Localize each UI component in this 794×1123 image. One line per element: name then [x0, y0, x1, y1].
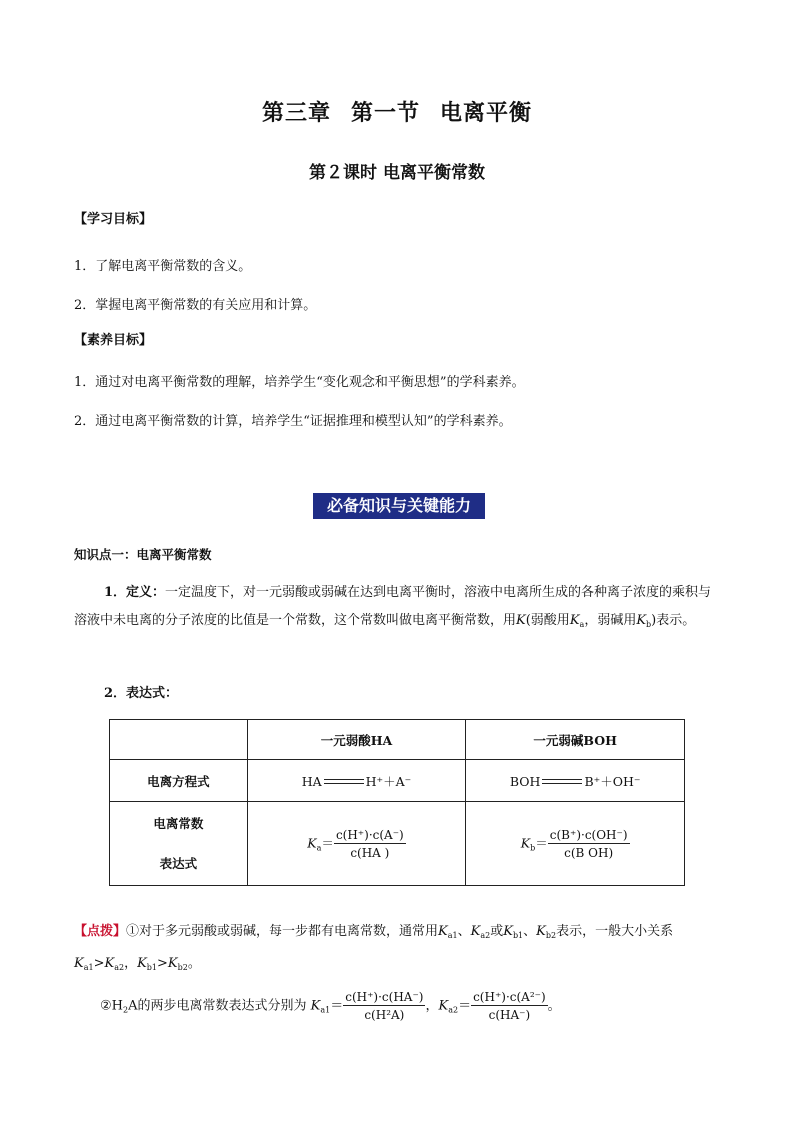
- k-symbol: K: [74, 956, 84, 971]
- k-symbol: K: [167, 956, 178, 971]
- k-symbol: K: [438, 924, 448, 939]
- acid-reactant: HA: [301, 773, 322, 789]
- section-banner: 必备知识与关键能力: [313, 493, 485, 519]
- definition-text: 一定温度下，对一元弱酸或弱碱在达到电离平衡时，溶液中电离所生成的各种离子浓度的乘积与溶液中未电离的分子浓度的比值是一个常数，这个常数叫做电离平衡常数，用: [74, 585, 712, 628]
- literacy-goal-item: 2．通过电离平衡常数的计算，培养学生“证据推理和模型认知”的学科素养。: [74, 414, 512, 429]
- definition-paragraph: [74, 579, 724, 639]
- ka2-subscript: a2: [480, 931, 491, 940]
- ka-subscript: a: [316, 843, 322, 852]
- kb2-subscript: b2: [177, 963, 188, 972]
- ka1-subscript: a1: [320, 1005, 331, 1015]
- tip-text: ①对于多元弱酸或弱碱，每一步都有电离常数，通常用: [126, 924, 439, 939]
- literacy-goal-item: 1．通过对电离平衡常数的理解，培养学生“变化观念和平衡思想”的学科素养。: [74, 375, 525, 390]
- equilibrium-arrow-icon: [324, 779, 364, 785]
- k-symbol: K: [470, 924, 481, 939]
- constant-row-label-line1: 电离常数: [153, 815, 204, 831]
- period: 。: [187, 956, 201, 971]
- ka2-fraction: [471, 990, 548, 1022]
- knowledge-point-heading: 知识点一：电离平衡常数: [74, 547, 212, 562]
- comma: ，: [124, 956, 138, 971]
- title-topic: 电离平衡: [440, 100, 533, 126]
- base-numerator: c(B⁺)·c(OH⁻): [549, 827, 628, 842]
- equilibrium-arrow-icon: [542, 779, 582, 785]
- k-symbol: K: [438, 998, 449, 1014]
- expression-table: [109, 719, 685, 886]
- expression-heading: 2．表达式：: [104, 686, 179, 701]
- equals: ＝: [330, 998, 344, 1014]
- h2a-text: ②H: [100, 998, 123, 1014]
- table-corner-cell: [110, 720, 248, 760]
- h2a-constants-line: [100, 990, 561, 1022]
- separator: 、: [523, 924, 537, 939]
- tip-label: 【点拨】: [74, 924, 127, 939]
- base-ionization-equation: [466, 760, 685, 802]
- greater-than: >: [93, 956, 105, 971]
- base-fraction: [548, 828, 630, 860]
- base-constant-expression: $K_b=$ $\frac{c(B^+)\cdot c(OH^-)}{\text{c(B OH)}}$: [466, 802, 685, 886]
- definition-text-2: (弱酸用: [525, 613, 570, 628]
- ka2-numerator: c(H⁺)·c(A²⁻): [473, 990, 546, 1004]
- title-chapter: 第三章: [261, 100, 331, 126]
- or-text: 或: [490, 924, 504, 939]
- ka1-numerator: c(H⁺)·c(HA⁻): [345, 990, 424, 1004]
- definition-text-3: ，弱碱用: [584, 613, 637, 628]
- learning-goals-heading: 【学习目标】: [74, 212, 153, 227]
- equals: ＝: [458, 998, 472, 1014]
- acid-denominator: c(HA ): [350, 845, 390, 860]
- acid-ionization-equation: [247, 760, 466, 802]
- ka-symbol: K: [307, 835, 317, 850]
- tip-paragraph: [74, 918, 724, 982]
- page-title: [0, 96, 794, 127]
- greater-than: >: [157, 956, 168, 971]
- ka1-denominator: c(H²A): [364, 1008, 405, 1022]
- ka1-subscript: a1: [83, 963, 94, 972]
- kb-subscript: b: [646, 620, 652, 629]
- title-section: 第一节: [350, 100, 420, 126]
- ka1-fraction: [343, 990, 425, 1022]
- k-symbol: K: [104, 956, 115, 971]
- ka2-subscript: a2: [448, 1005, 459, 1015]
- base-products: B⁺＋OH⁻: [584, 773, 641, 789]
- kb-symbol: K: [636, 613, 647, 628]
- acid-constant-expression: $K_a=$ $\frac{c(H^+)\cdot c(A^-)}{c(HA )}$: [247, 802, 466, 886]
- acid-fraction: [334, 828, 406, 860]
- kb2-subscript: b2: [545, 931, 557, 940]
- kb1-subscript: b1: [146, 963, 158, 972]
- constant-row-label-line2: 表达式: [159, 855, 198, 871]
- ka-subscript: a: [579, 620, 585, 629]
- base-column-header: 一元弱碱BOH: [466, 720, 685, 760]
- ka2-subscript: a2: [114, 963, 125, 972]
- learning-goal-item: 1．了解电离平衡常数的含义。: [74, 259, 252, 274]
- ka2-denominator: c(HA⁻): [488, 1008, 531, 1022]
- h2a-subscript: 2: [123, 1005, 129, 1015]
- k-symbol: K: [310, 998, 321, 1014]
- acid-products: H⁺＋A⁻: [365, 773, 412, 789]
- ka-symbol: K: [569, 613, 580, 628]
- constant-row-label: [110, 802, 248, 886]
- h2a-text-2: A的两步电离常数表达式分别为: [128, 998, 307, 1014]
- equation-row-label: 电离方程式: [110, 760, 248, 802]
- definition-text-4: )表示。: [651, 613, 696, 628]
- k-symbol: K: [516, 613, 526, 628]
- lesson-subtitle: 第２课时 电离平衡常数: [309, 163, 485, 183]
- definition-lead: 1．定义：: [104, 585, 166, 600]
- k-symbol: K: [536, 924, 546, 939]
- learning-goal-item: 2．掌握电离平衡常数的有关应用和计算。: [74, 298, 317, 313]
- base-denominator: c(B OH): [564, 845, 614, 860]
- acid-numerator: c(H⁺)·c(A⁻): [335, 827, 404, 842]
- k-symbol: K: [137, 956, 147, 971]
- literacy-goals-heading: 【素养目标】: [74, 333, 153, 348]
- comma: ，: [425, 998, 439, 1014]
- base-reactant: BOH: [509, 773, 541, 789]
- tip-text-2: 表示，一般大小关系: [556, 924, 674, 939]
- acid-column-header: 一元弱酸HA: [247, 720, 466, 760]
- separator: 、: [457, 924, 471, 939]
- kb-symbol: K: [520, 835, 531, 850]
- kb-subscript: b: [530, 843, 536, 852]
- ka1-subscript: a1: [447, 931, 458, 940]
- period: 。: [547, 998, 561, 1014]
- kb1-subscript: b1: [512, 931, 524, 940]
- k-symbol: K: [503, 924, 513, 939]
